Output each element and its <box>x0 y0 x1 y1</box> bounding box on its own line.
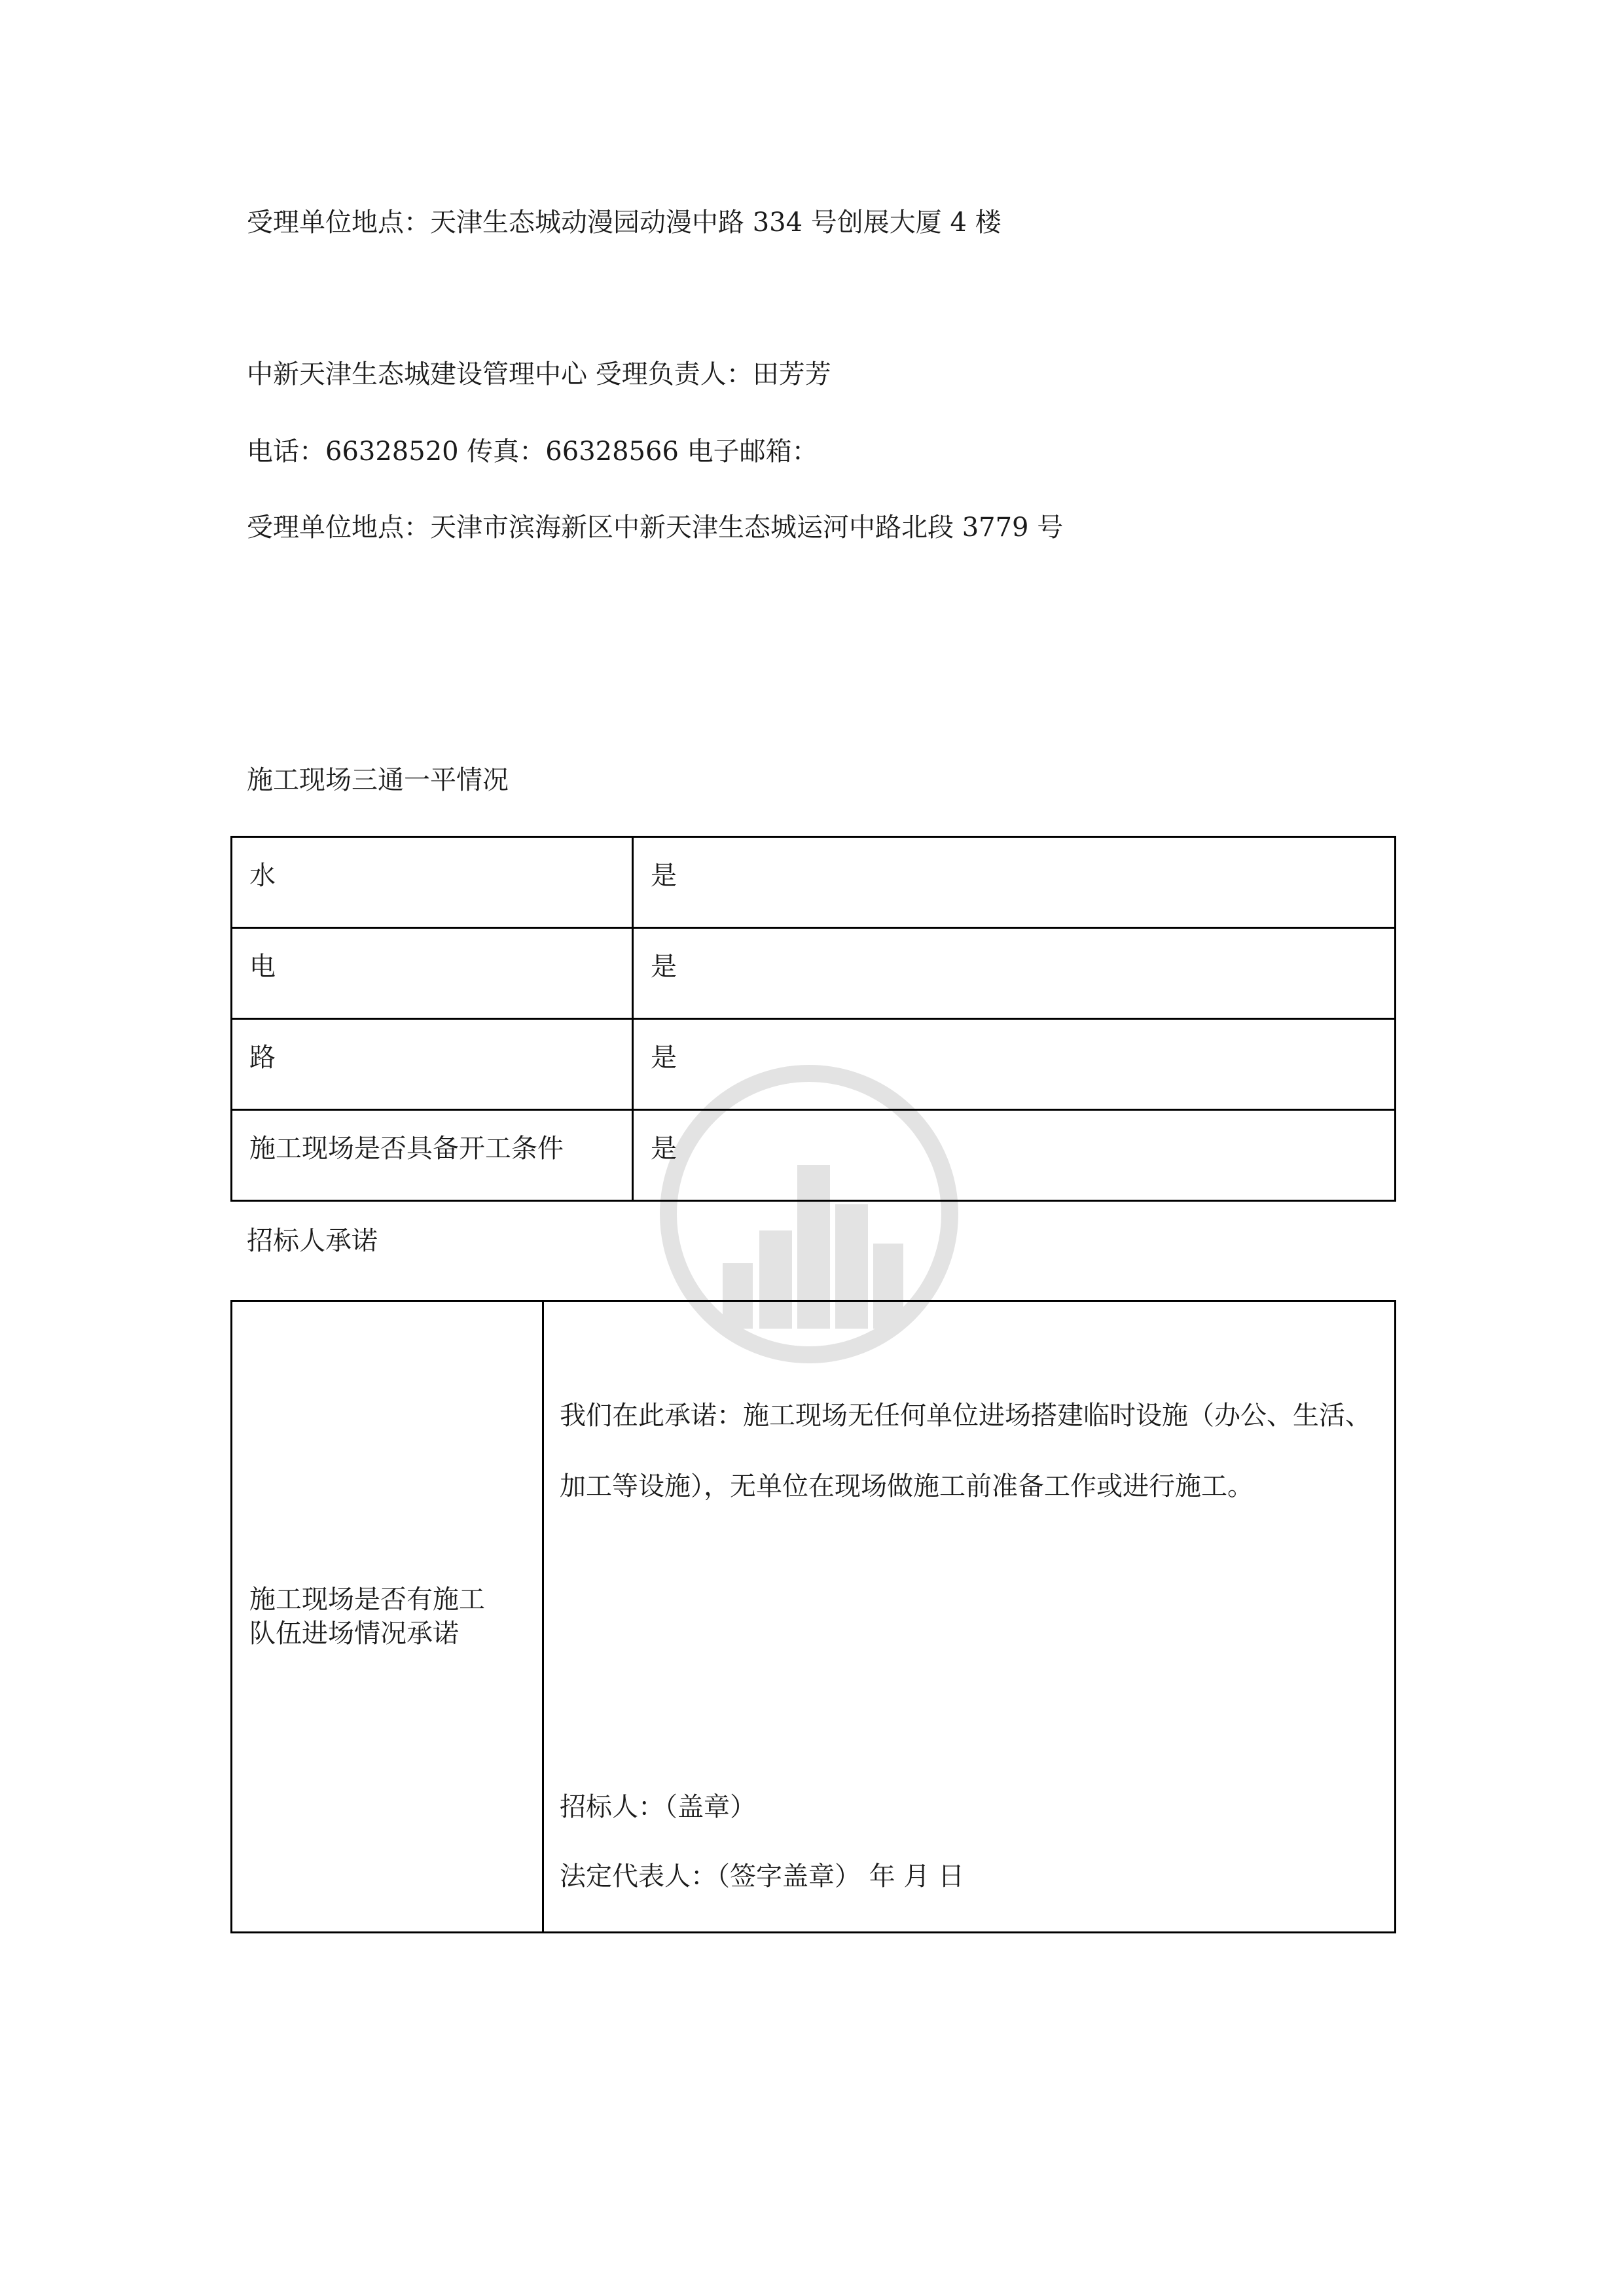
org-contact-line: 中新天津生态城建设管理中心 受理负责人：田芳芳 <box>247 359 831 389</box>
row-value: 是 <box>651 1043 677 1073</box>
table-row <box>232 1110 1396 1201</box>
table-row <box>232 928 1396 1019</box>
commitment-table <box>230 1300 1396 1933</box>
commitment-label-line-2: 队伍进场情况承诺 <box>249 1619 459 1649</box>
phone-fax-line: 电话：66328520 传真：66328566 电子邮箱： <box>247 437 818 467</box>
commitment-label-line-1: 施工现场是否有施工 <box>249 1585 485 1615</box>
row-label: 施工现场是否具备开工条件 <box>249 1134 564 1164</box>
row-label: 电 <box>249 952 276 982</box>
tenderer-seal-line: 招标人：（盖章） <box>560 1792 756 1822</box>
address-line-2: 受理单位地点：天津市滨海新区中新天津生态城运河中路北段 3779 号 <box>247 512 1064 543</box>
site-conditions-caption: 施工现场三通一平情况 <box>247 765 509 795</box>
row-label: 路 <box>249 1043 276 1073</box>
table-row <box>232 837 1396 928</box>
commitment-caption: 招标人承诺 <box>247 1226 378 1256</box>
table-row <box>232 1301 1396 1933</box>
row-value: 是 <box>651 861 677 891</box>
address-line-1: 受理单位地点：天津生态城动漫园动漫中路 334 号创展大厦 4 楼 <box>247 207 1001 238</box>
site-conditions-table <box>230 836 1396 1202</box>
row-label: 水 <box>249 861 276 891</box>
table-row <box>232 1019 1396 1110</box>
commitment-statement: 我们在此承诺：施工现场无任何单位进场搭建临时设施（办公、生活、加工等设施），无单位在现场做施工前准备工作或进行施工。 <box>560 1401 1371 1501</box>
row-value: 是 <box>651 1134 677 1164</box>
commitment-label <box>232 1583 542 1651</box>
legal-representative-line: 法定代表人：（签字盖章） 年 月 日 <box>560 1861 965 1892</box>
row-value: 是 <box>651 952 677 982</box>
